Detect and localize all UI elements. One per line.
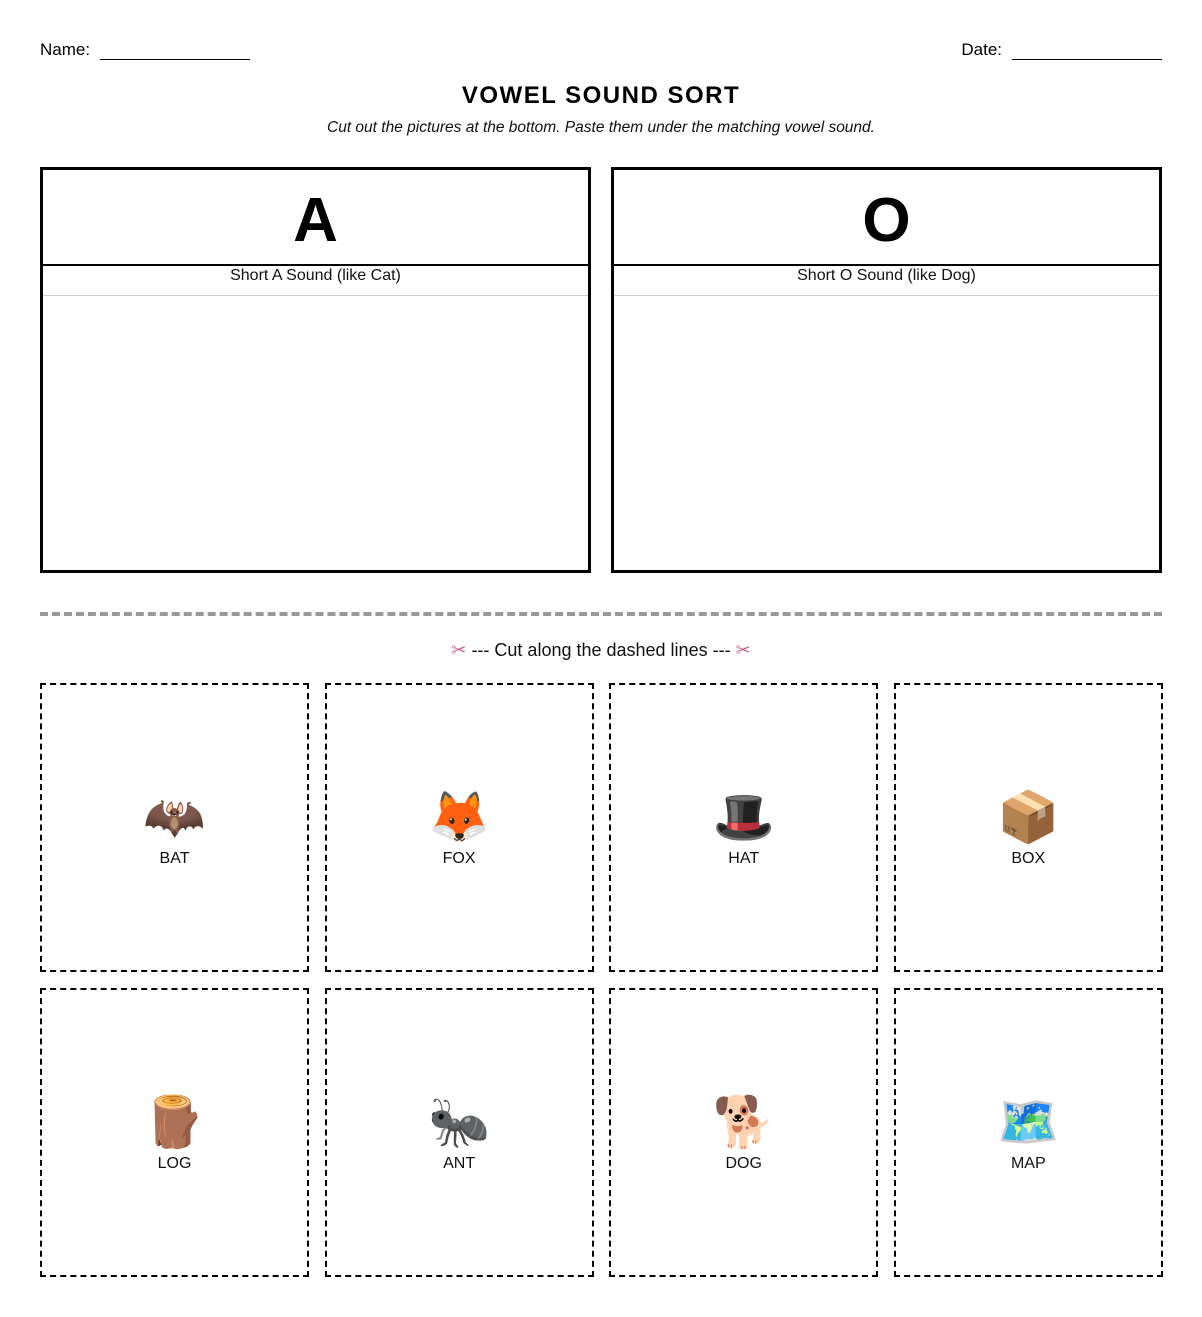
header-fields xyxy=(40,38,1162,62)
picture-card[interactable] xyxy=(40,988,309,1277)
vowel-sound-label: Short O Sound (like Dog) xyxy=(614,266,1159,296)
card-word: LOG xyxy=(157,1154,192,1172)
picture-card[interactable] xyxy=(609,683,878,972)
vowel-letter: A xyxy=(43,170,588,266)
dog-icon: 🐕 xyxy=(712,1093,775,1150)
date-blank-line[interactable] xyxy=(1012,38,1162,60)
name-field xyxy=(40,38,250,60)
top-hat-icon: 🎩 xyxy=(712,788,775,845)
sort-column-o xyxy=(611,167,1162,573)
card-word: BAT xyxy=(159,849,190,867)
card-word: DOG xyxy=(725,1154,762,1172)
picture-card[interactable] xyxy=(325,683,594,972)
card-word: FOX xyxy=(442,849,476,867)
sort-column-a xyxy=(40,167,591,573)
world-map-icon: 🗺️ xyxy=(997,1093,1060,1150)
box-icon: 📦 xyxy=(997,788,1060,845)
picture-card[interactable] xyxy=(609,988,878,1277)
cut-divider xyxy=(40,612,1162,616)
fox-icon: 🦊 xyxy=(427,788,491,845)
card-word: ANT xyxy=(443,1154,476,1172)
scissors-icon: ✂ xyxy=(451,640,467,660)
vowel-letter: O xyxy=(614,170,1159,266)
log-icon: 🪵 xyxy=(143,1093,206,1150)
picture-card[interactable] xyxy=(894,988,1163,1277)
paste-area[interactable] xyxy=(43,296,588,570)
cut-caption xyxy=(0,640,1202,661)
picture-cards xyxy=(40,683,1162,1277)
vowel-sound-label: Short A Sound (like Cat) xyxy=(43,266,588,296)
paste-area[interactable] xyxy=(614,296,1159,570)
page-title: VOWEL SOUND SORT xyxy=(461,82,741,109)
date-label: Date: xyxy=(961,40,1002,59)
picture-card[interactable] xyxy=(894,683,1163,972)
scissors-icon: ✂ xyxy=(735,640,751,660)
cut-caption-text: --- Cut along the dashed lines --- xyxy=(471,640,731,660)
picture-card[interactable] xyxy=(40,683,309,972)
bat-icon: 🦇 xyxy=(143,788,206,845)
ant-icon: 🐜 xyxy=(427,1093,491,1150)
instructions: Cut out the pictures at the bottom. Paste them under the matching vowel sound. xyxy=(327,119,875,136)
date-field xyxy=(961,38,1162,60)
name-blank-line[interactable] xyxy=(100,38,250,60)
card-word: HAT xyxy=(728,849,760,867)
picture-card[interactable] xyxy=(325,988,594,1277)
card-word: BOX xyxy=(1011,849,1046,867)
card-word: MAP xyxy=(1010,1154,1046,1172)
name-label: Name: xyxy=(40,40,91,59)
